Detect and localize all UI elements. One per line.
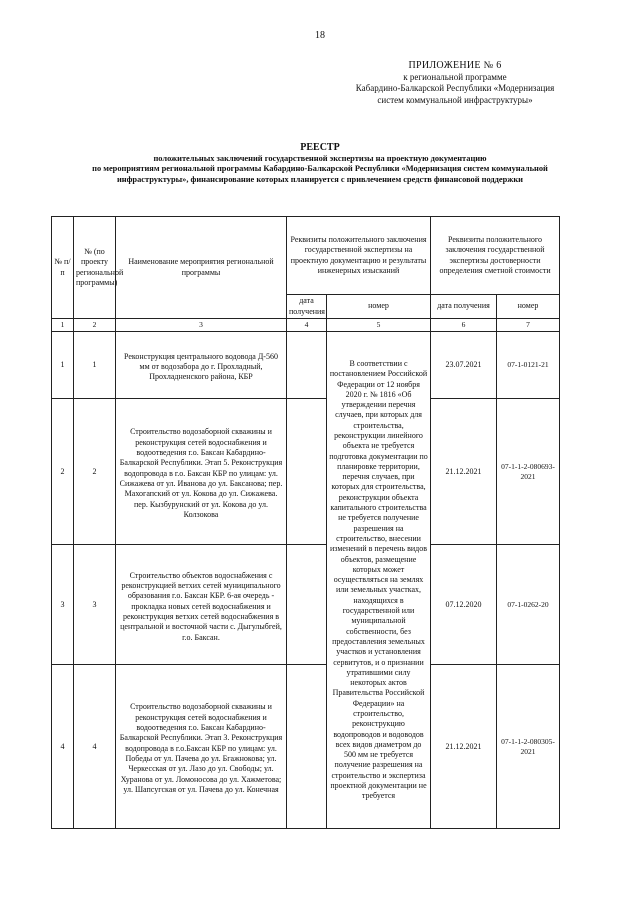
column-number: 1 [52,319,74,332]
expertise-date [287,399,327,545]
column-numbers-row [52,319,560,332]
program-number: 3 [74,545,116,665]
appendix-line: Кабардино-Балкарской Республики «Модернизация [355,83,555,93]
measure-name: Реконструкция центрального водовода Д-560 мм от водозабора до г. Прохладный, Прохладненского района, КБР [116,332,287,399]
row-number: 2 [52,399,74,545]
legal-basis: В соответствии с постановлением Российской Федерации от 12 ноября 2020 г. № 1816 «Об утверждении перечня случаев, при которых для строительства, реконструкции линейного объекта не требуется подготовка документации по планировке территории, перечня случаев, при которых для строительства, реконструкции объекта капитального строительства не требуется получение разрешения на строительство, внесении изменений в перечень видов объектов, размещение которых может осуществляться на землях или земельных участках, находящихся в государственной или муниципальной собственности, без предоставления земельных участков и установления сервитутов, и о признании утратившими силу некоторых актов Правительства Российской Федерации» на строительство, реконструкцию водопроводов и водоводов всех видов диаметром до 500 мм не требуется получение разрешения на строительство и экспертиза проектной документации не требуется [327,332,431,829]
table-row [52,399,560,545]
row-number: 3 [52,545,74,665]
estimate-date: 21.12.2021 [431,399,497,545]
title-line: положительных заключений государственной экспертизы на проектную документацию [153,153,487,163]
table-row [52,665,560,829]
table-row [52,332,560,399]
estimate-number: 07-1-1-2-080693-2021 [497,399,560,545]
title-line: инфраструктуры», финансирование которых планируется с привлечением средств финансовой поддержки [116,174,523,184]
expertise-date [287,332,327,399]
header-cell: Реквизиты положительного заключения государственной экспертизы достоверности определения сметной стоимости [431,217,560,295]
title-line: по мероприятиям региональной программы Кабардино-Балкарской Республики «Модернизация систем коммунальной [92,164,548,174]
row-number: 4 [52,665,74,829]
program-number: 1 [74,332,116,399]
column-number: 6 [431,319,497,332]
expertise-date [287,545,327,665]
document-title [50,143,590,185]
estimate-number: 07-1-1-2-080305-2021 [497,665,560,829]
estimate-date: 23.07.2021 [431,332,497,399]
program-number: 2 [74,399,116,545]
header-cell: дата получения [431,295,497,319]
header-cell: № (по проекту региональной программы) [74,217,116,319]
column-number: 3 [116,319,287,332]
estimate-date: 07.12.2020 [431,545,497,665]
appendix-header [320,60,590,106]
header-cell: № п/п [52,217,74,319]
table-row [52,545,560,665]
appendix-line: систем коммунальной инфраструктуры» [377,94,533,105]
header-cell: Наименование мероприятия региональной программы [116,217,287,319]
expertise-date [287,665,327,829]
registry-table [51,216,560,829]
measure-name: Строительство объектов водоснабжения с реконструкцией ветхих сетей муниципального образования г.о. Баксан КБР. 6-ая очередь - прокладка новых сетей водоснабжения и реконструкция ветхих сетей водоснабжения в центральной и восточной части с. Дыгулыбгей, г.о. Баксан. [116,545,287,665]
column-number: 7 [497,319,560,332]
header-cell: дата получения [287,295,327,319]
appendix-line: к региональной программе [403,71,507,82]
column-number: 2 [74,319,116,332]
appendix-title: ПРИЛОЖЕНИЕ № 6 [408,60,502,71]
title-main: РЕЕСТР [300,142,340,153]
header-cell: номер [327,295,431,319]
measure-name: Строительство водозаборной скважины и реконструкция сетей водоснабжения и водоотведения г.о. Баксан Кабардино-Балкарской Республики. Этап 5. Реконструкция водопровода в г.о. Баксан КБР по улицам: ул. Сижажева от ул. Иванова до ул. Баксанова; пер. Махогапский от ул. Кокова до ул. Сижажева. пер. Кызбурунский от ул. Кокова до ул. Колзокова [116,399,287,545]
header-cell: номер [497,295,560,319]
column-number: 4 [287,319,327,332]
column-number: 5 [327,319,431,332]
header-row [52,217,560,295]
measure-name: Строительство водозаборной скважины и реконструкция сетей водоснабжения и водоотведения г.о. Баксан Кабардино-Балкарской Республики. Этап 3. Реконструкция водопровода в г.о.Баксан КБР по улицам: ул. Победы от ул. Пачева до ул. Бгажнокова; ул. Черкесская от ул. Лазо до ул. Свободы; ул. Хуранова от ул. Ломоносова до ул. Хажметова; ул. Шапсугская от ул. Пачева до ул. Конечная [116,665,287,829]
estimate-number: 07-1-0121-21 [497,332,560,399]
row-number: 1 [52,332,74,399]
page-number: 18 [315,30,325,41]
estimate-number: 07-1-0262-20 [497,545,560,665]
header-cell: Реквизиты положительного заключения государственной экспертизы на проектную документацию и результаты инженерных изысканий [287,217,431,295]
program-number: 4 [74,665,116,829]
estimate-date: 21.12.2021 [431,665,497,829]
